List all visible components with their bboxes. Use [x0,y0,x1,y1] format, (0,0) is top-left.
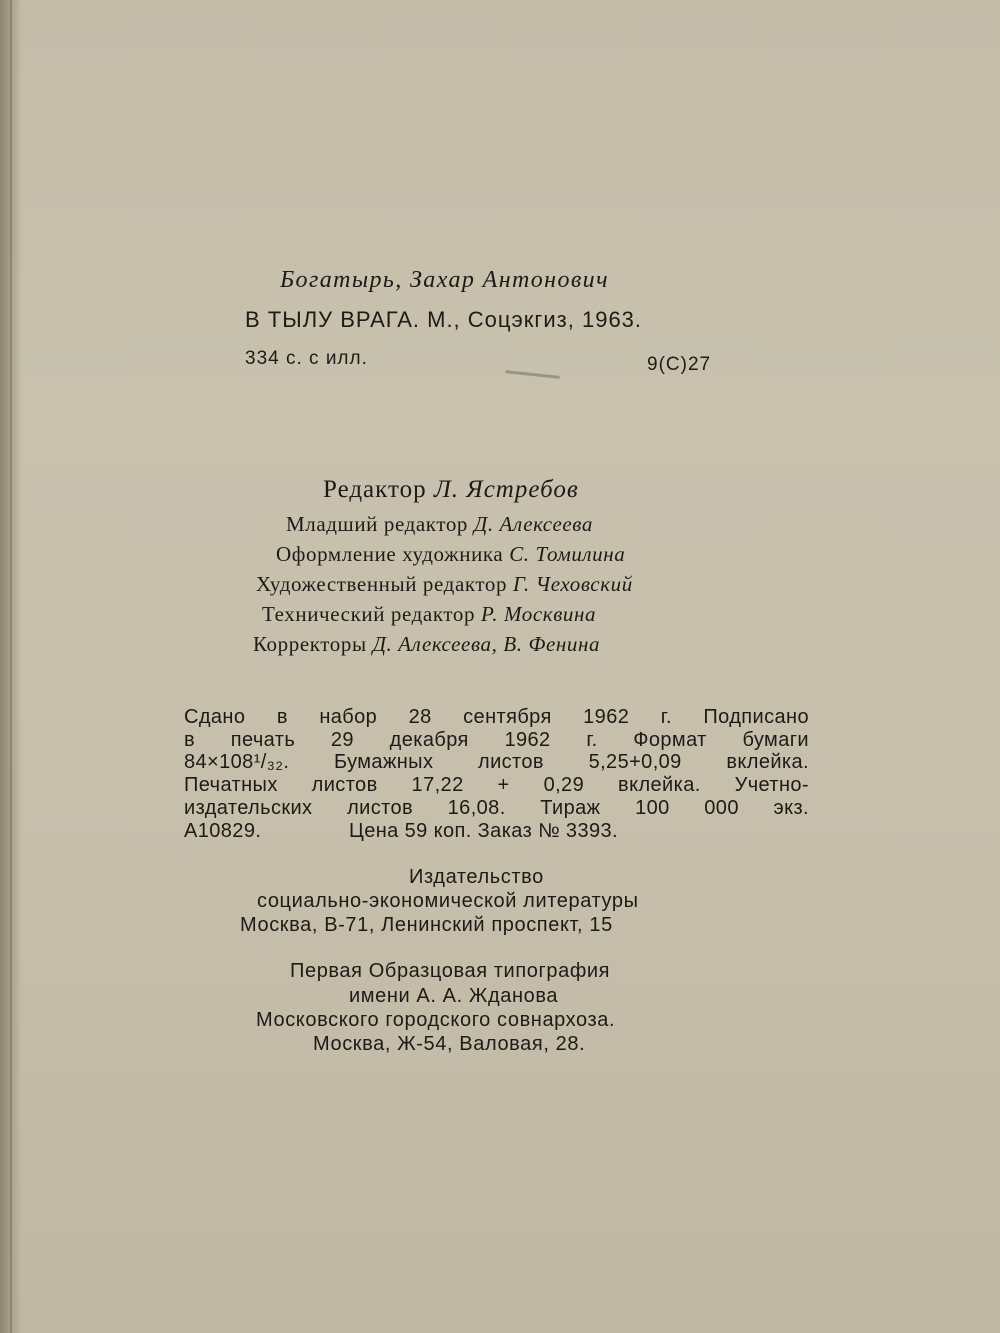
pencil-mark [505,370,560,379]
author-name: Богатырь, Захар Антонович [280,267,609,293]
imprint-line: Сдано в набор 28 сентября 1962 г. Подписано [184,706,809,728]
publisher-line: социально-экономической литературы [257,890,639,912]
chief-editor-line [323,476,579,504]
printer-line: Московского городского совнархоза. [256,1009,616,1031]
credit-line [262,602,596,627]
credit-line [276,542,625,567]
publisher-address: Москва, В-71, Ленинский проспект, 15 [240,914,613,936]
credit-line [256,572,633,597]
publisher-line: Издательство [409,866,544,888]
book-title-line: В ТЫЛУ ВРАГА. М., Соцэкгиз, 1963. [245,307,643,332]
printer-address: Москва, Ж-54, Валовая, 28. [313,1033,586,1055]
page-count: 334 с. с илл. [245,348,368,369]
credit-name: Г. Чеховский [512,572,633,596]
credit-role: Технический редактор [262,602,476,626]
chief-editor-name: Л. Ястребов [433,476,579,503]
price-order: Цена 59 коп. Заказ № 3393. [349,820,618,842]
page-binding-edge [0,0,22,1333]
credit-line [286,512,593,537]
credit-name: Д. Алексеева, В. Фенина [372,632,601,656]
credit-role: Оформление художника [276,542,504,566]
imprint-line: издательских листов 16,08. Тираж 100 000 экз. [184,797,809,819]
credit-role: Художественный редактор [256,572,508,596]
credit-name: Д. Алексеева [473,512,593,536]
credit-role: Корректоры [253,632,367,656]
imprint-line [184,820,809,843]
printer-line: Первая Образцовая типография [290,960,611,982]
imprint-line: 84×108¹/₃₂. Бумажных листов 5,25+0,09 вклейка. [184,751,809,773]
credit-line [253,632,600,657]
credit-name: Р. Москвина [480,602,597,626]
credit-role: Младший редактор [286,512,469,536]
imprint-line: в печать 29 декабря 1962 г. Формат бумаги [184,729,809,751]
imprint-line: Печатных листов 17,22 + 0,29 вклейка. Учетно- [184,774,809,796]
chief-editor-role: Редактор [323,476,427,503]
credit-name: С. Томилина [509,542,626,566]
order-index: А10829. [184,820,262,842]
classification-code: 9(С)27 [647,354,712,375]
printer-line: имени А. А. Жданова [349,985,559,1007]
